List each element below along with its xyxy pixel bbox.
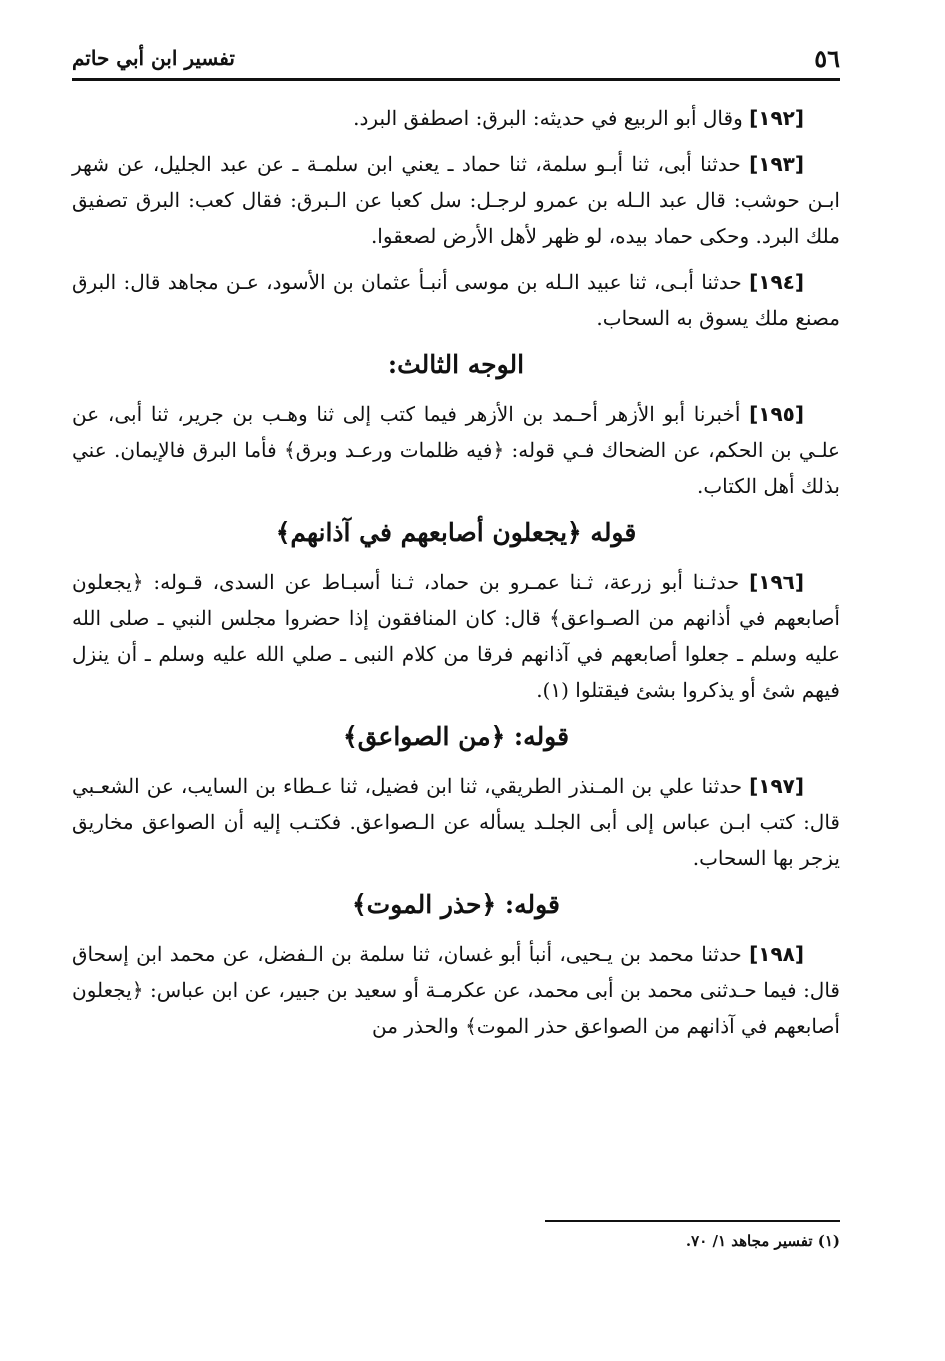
footnote-rule: [545, 1220, 840, 1222]
section-heading: قوله: ﴿حذر الموت﴾: [352, 890, 560, 919]
narration-text: وقال أبو الربيع في حديثه: البرق: اصطفق البرد.: [353, 106, 750, 130]
narration-text: حدثنا أبـى، ثنا عبيد الـله بن موسى أنبـأ عثمان بن الأسود، عـن مجاهد قال: البرق مصنع ملك يسوق به السحاب.: [72, 270, 840, 330]
narration-paragraph: [72, 146, 840, 254]
narration-paragraph: [72, 564, 840, 708]
page-body: [72, 100, 840, 1054]
narration-number: [١٩٨]: [749, 942, 804, 966]
header-rule: [72, 78, 840, 81]
narration-number: [١٩٢]: [749, 106, 804, 130]
narration-paragraph: [72, 100, 840, 136]
page-header: [72, 40, 840, 76]
narration-text: حدثنا علي بن المـنذر الطريقي، ثنا ابن فضيل، ثنا عـطاء بن السايب، عن الشعـبي قال: كتب ابـن عباس إلى أبى الجلـد يسأله عن الـصواعق. فكتـب إليه أن الصواعق مخاريق يزجر بها السحاب.: [72, 774, 840, 870]
narration-number: [١٩٣]: [749, 152, 804, 176]
narration-paragraph: [72, 396, 840, 504]
section-heading: قوله: ﴿من الصواعق﴾: [342, 722, 570, 751]
section-heading: الوجه الثالث:: [387, 350, 525, 379]
narration-number: [١٩٤]: [749, 270, 804, 294]
footnote: (١) تفسير مجاهد ١/ ٧٠.: [685, 1232, 840, 1250]
narration-text: أخبرنا أبو الأزهر أحـمد بن الأزهر فيما كتب إلى ثنا وهـب بن جرير، ثنا أبى، عن علـي بن الحكم، عن الضحاك فـي قوله: ﴿فيه ظلمات ورعـد وبرق﴾ فأما البرق فالإيمان. عني بذلك أهل الكتاب.: [72, 402, 840, 498]
narration-number: [١٩٥]: [749, 402, 804, 426]
narration-number: [١٩٦]: [749, 570, 804, 594]
narration-text: حدثنا أبى، ثنا أبـو سلمة، ثنا حماد ـ يعني ابن سلمـة ـ عن عبد الجليل، عن شهر ابـن حوشب: قال عبد الـله بن عمرو لرجـل: سل كعبا عن الـبرق: فقال كعب: البرق تصفيق ملك البرد. وحكى حماد بيده، لو ظهر لأهل الأرض لصعقوا.: [72, 152, 840, 248]
page-number: ٥٦: [814, 43, 840, 73]
narration-paragraph: [72, 768, 840, 876]
narration-paragraph: [72, 264, 840, 336]
running-title: تفسير ابن أبي حاتم: [72, 46, 235, 70]
narration-number: [١٩٧]: [749, 774, 804, 798]
narration-paragraph: [72, 936, 840, 1044]
narration-text: حدثنا محمد بن يـحيى، أنبأ أبو غسان، ثنا سلمة بن الـفضل، عن محمد ابن إسحاق قال: فيما حـدثنى محمد بن أبى محمد، عن عكرمـة أو سعيد بن جبير، عن ابن عباس: ﴿يجعلون أصابعهم في آذانهم من الصواعق حذر الموت﴾ والحذر من: [72, 942, 840, 1038]
section-heading: قوله ﴿يجعلون أصابعهم في آذانهم﴾: [275, 518, 637, 547]
narration-text: حدثـنا أبو زرعة، ثـنا عمـرو بن حماد، ثـنا أسبـاط عن السدى، قـوله: ﴿يجعلون أصابعهم في أذانهم من الصـواعق﴾ قال: كان المنافقون إذا حضروا مجلس النبي ـ صلى الله عليه وسلم ـ جعلوا أصابعهم في آذانهم فرقا من كلام النبى ـ صلي الله عليه وسلم ـ أن ينزل فيهم شئ أو يذكروا بشئ فيقتلوا (١).: [72, 570, 840, 702]
